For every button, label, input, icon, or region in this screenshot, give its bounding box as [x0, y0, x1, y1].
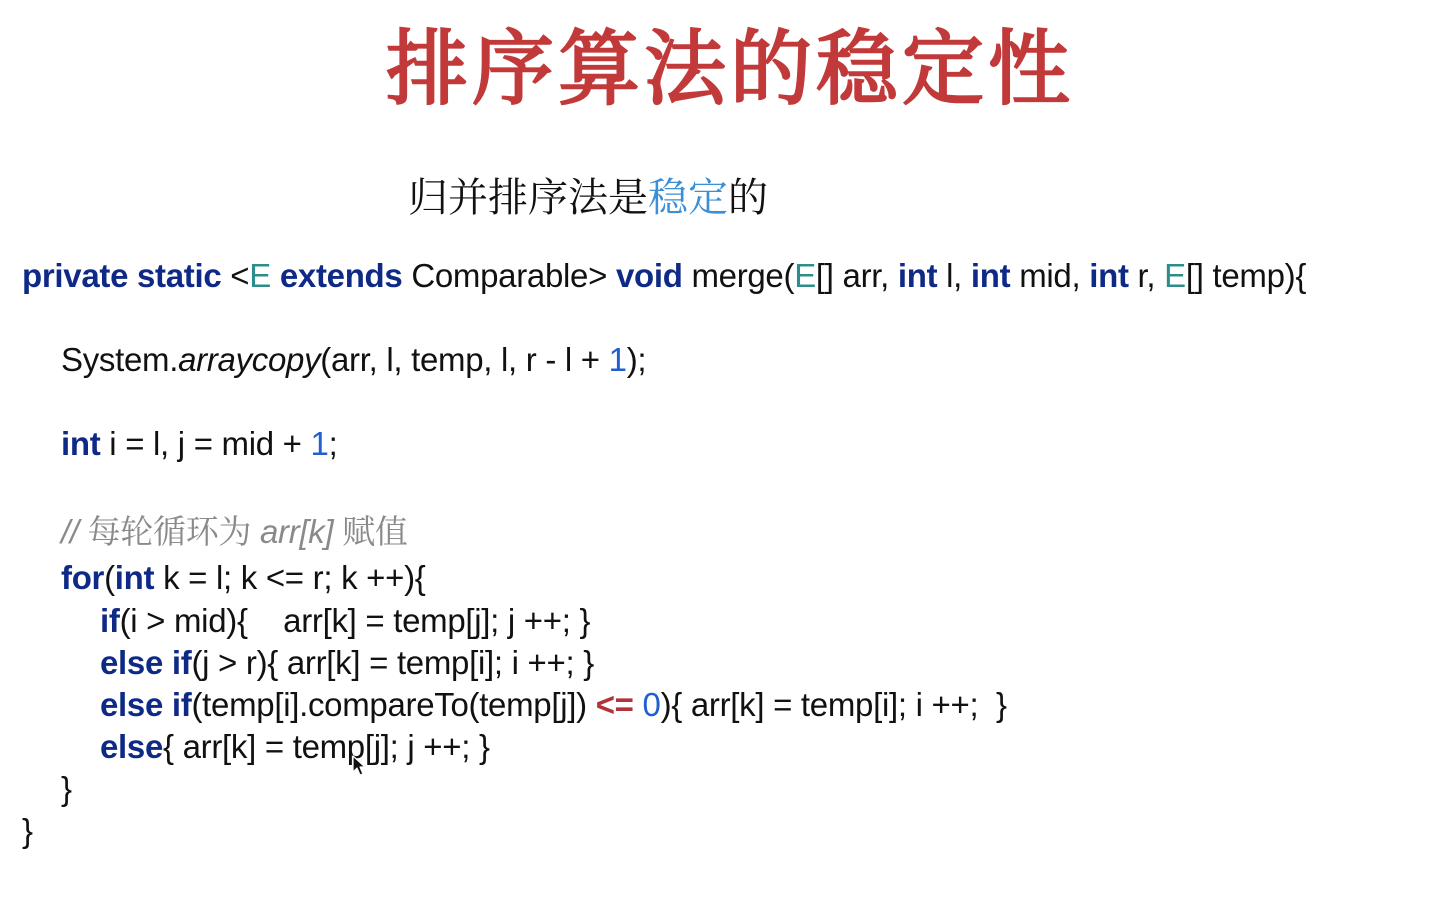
slide-subtitle [408, 172, 768, 224]
code-line-init [61, 424, 337, 464]
code-line-close-method: } [22, 812, 33, 849]
code-line-else [100, 727, 490, 767]
code-token: 0 [642, 686, 661, 723]
code-token [271, 257, 280, 294]
code-token [634, 686, 643, 723]
code-token: <= [595, 686, 634, 723]
code-token: l, [937, 257, 971, 294]
code-line-else-if-2 [100, 685, 1007, 725]
code-token: (i > mid){ arr[k] = temp[j]; j ++; } [119, 602, 591, 639]
code-token: else [100, 728, 164, 765]
code-token: [] temp){ [1185, 257, 1307, 294]
code-token: ; [328, 425, 338, 462]
mouse-pointer-icon [352, 755, 366, 777]
code-token: arraycopy [178, 341, 321, 378]
code-token: [] arr, [815, 257, 898, 294]
code-token: private static [22, 257, 222, 294]
code-token: // [61, 513, 88, 550]
code-token: i = l, j = mid + [100, 425, 311, 462]
code-token: int [61, 425, 101, 462]
code-token: int [114, 559, 155, 596]
code-token: System. [61, 341, 179, 378]
code-token: ); [626, 341, 647, 378]
code-token: mid, [1010, 257, 1090, 294]
code-token: 1 [310, 425, 329, 462]
code-token: k = l; k <= r; k ++){ [154, 559, 426, 596]
code-line-close-for: } [61, 770, 72, 807]
code-token: (j > r){ arr[k] = temp[i]; i ++; } [191, 644, 594, 681]
code-token: ){ arr[k] = temp[i]; i ++; } [660, 686, 1007, 723]
code-line-if [100, 601, 590, 641]
code-token: E [1164, 257, 1186, 294]
subtitle-suffix: 的 [728, 176, 768, 220]
code-token: extends [279, 257, 403, 294]
code-token: for [61, 559, 105, 596]
code-token: int [970, 257, 1011, 294]
code-token: if [100, 602, 120, 639]
code-token: else if [100, 686, 192, 723]
code-token: arr[k] [259, 513, 334, 550]
code-line-signature [22, 256, 1306, 296]
code-line-for [61, 558, 426, 598]
code-token: ( [104, 559, 115, 596]
code-token: E [249, 257, 271, 294]
code-token: 1 [608, 341, 627, 378]
code-token: 每轮循环为 [87, 513, 260, 550]
code-token: else if [100, 644, 192, 681]
code-line-arraycopy [61, 340, 646, 380]
code-line-comment [61, 512, 408, 552]
code-token: int [1089, 257, 1129, 294]
code-token: 赋值 [333, 513, 408, 550]
code-token: void [615, 257, 683, 294]
code-token: (arr, l, temp, l, r - l + [320, 341, 609, 378]
code-token: merge( [682, 257, 795, 294]
code-line-else-if-1 [100, 643, 594, 683]
subtitle-prefix: 归并排序法是 [408, 176, 648, 220]
code-token: < [221, 257, 250, 294]
subtitle-highlight: 稳定 [648, 176, 728, 220]
code-token: { arr[k] = temp[j]; j ++; } [163, 728, 490, 765]
code-token: Comparable> [402, 257, 616, 294]
code-token: r, [1128, 257, 1165, 294]
code-token: (temp[i].compareTo(temp[j]) [191, 686, 596, 723]
code-token: int [897, 257, 938, 294]
code-token: E [794, 257, 816, 294]
slide-title: 排序算法的稳定性 [385, 24, 1074, 115]
